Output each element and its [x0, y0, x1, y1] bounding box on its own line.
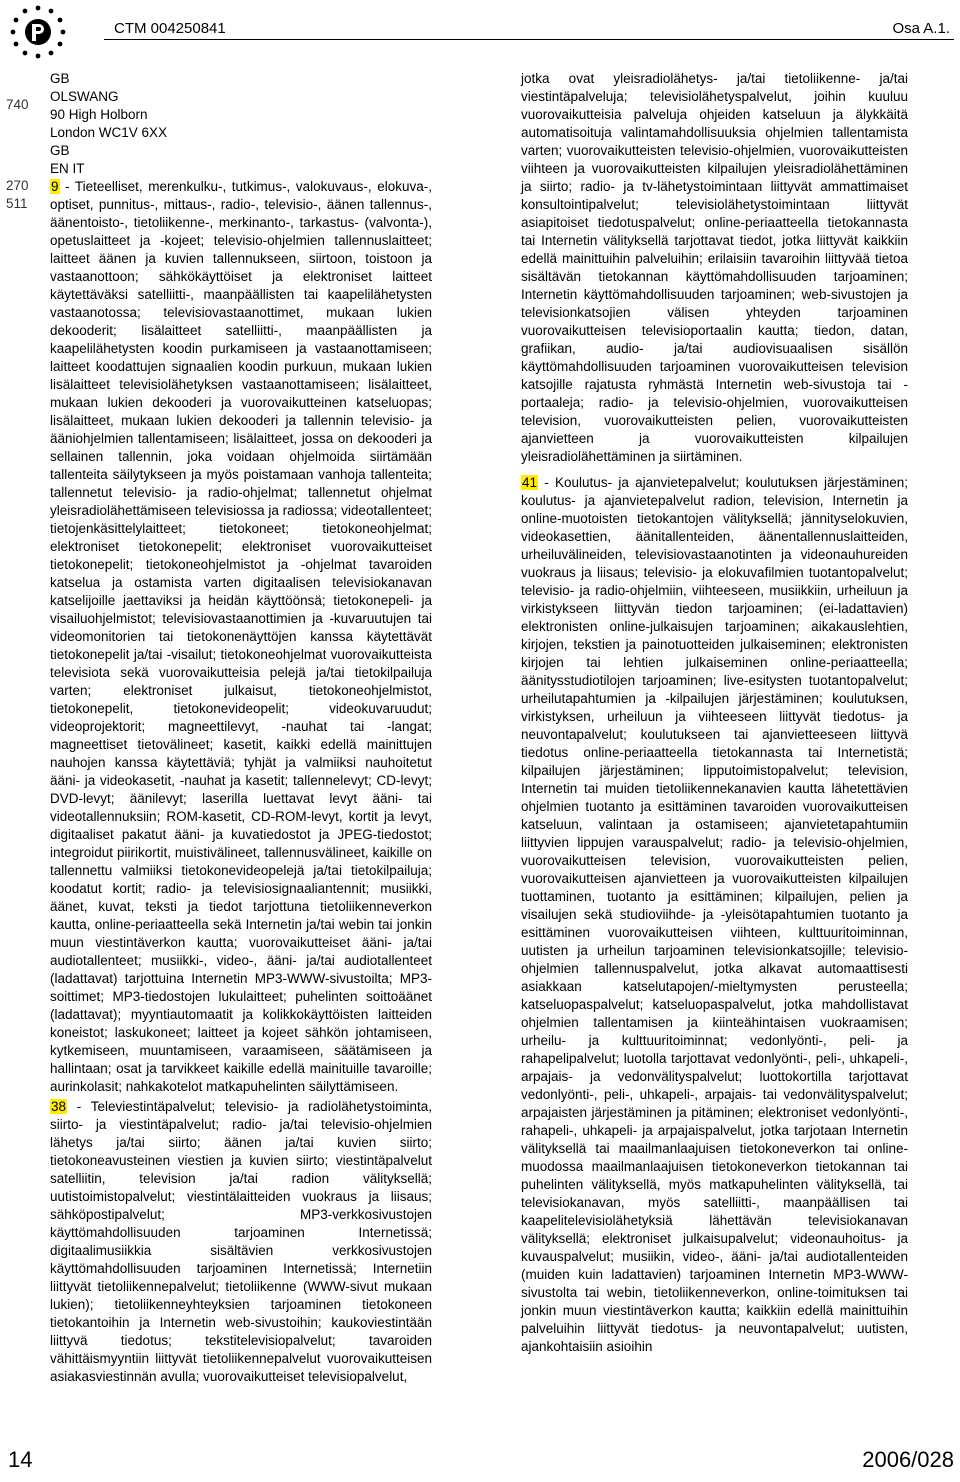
applicant-name: OLSWANG: [50, 89, 119, 104]
eu-oami-logo: [6, 2, 70, 62]
document-number: CTM 004250841: [114, 20, 226, 37]
issue-number: 2006/028: [862, 1447, 954, 1472]
class-38-paragraph: [50, 1098, 432, 1386]
class-38-text: - Televiestintäpalvelut; televisio- ja radiolähetystoiminta, siirto- ja viestintäpalvelut; radio- ja/tai televisio-ohjelmien lähetys ja/tai siirto; äänen ja/tai kuvien siirto; tietokoneavusteinen viestien ja kuvien siirto; viestintäpalvelut satelliitin, television ja/tai radion välityksellä; uutistoimistopalvelut; viestintälaitteiden vuokraus ja liisaus; sähköpostipalvelut; MP3-verkkosivustojen käyttömahdollisuuden tarjoaminen Internetissä; digitaalimusiikkia sisältävien verkkosivustojen käyttömahdollisuuden tarjoaminen Internetissä; Internetiin liittyvät tietoliikennepalvelut; tietoliikenne (WWW-sivut mukaan lukien); tietoliikenneyhteyksien tarjoaminen tietokoneen tietokantoihin ja Internetin web-sivustoihin; kaukoviestintään liittyvä tiedotus; tekstitelevisiopalvelut; tavaroiden vähittäismyyntiin liittyvät tietoliikennepalvelut vuorovaikutteisen asiakasviestinnän avulla; vuorovaikutteiset televisiopalvelut,: [50, 1099, 432, 1384]
right-column: [521, 70, 908, 1356]
applicant-country-1: GB: [50, 71, 70, 86]
page-number: 14: [8, 1447, 33, 1472]
languages: EN IT: [50, 161, 85, 176]
applicant-city: London WC1V 6XX: [50, 125, 168, 140]
applicant-street: 90 High Holborn: [50, 107, 148, 122]
margin-code-270: 270: [6, 178, 29, 193]
class-38-continuation: jotka ovat yleisradiolähetys- ja/tai tietoliikenne- ja/tai viestintäpalveluja; televisiolähetyspalvelut, joihin kuuluu vuorovaikutteisia palveluja ohjeiden katseluun ja älykkäitä automatisoituja valintamahdollisuuksia ohjelmien tallentamista varten; vuorovaikutteisten televisio-ohjelmien, vuorovaikutteisten viihteen ja vuorovaikutteisten kilpailujen yleisradiolähettäminen ja siirto; radio- ja tv-lähetystoimintaan liittyvät ammattimaiset konsultointipalvelut; televisiolähetystoimintaan liittyvät asiapitoiset tiedotuspalvelut; online-periaatteella tietokannasta tai Internetin välityksellä tarjottavat tiedot, jotka liittyvät kaikkiin edellä mainittuihin palveluihin; erilaisiin tavaroihin liittyvää tietoa sisältävän tietokannan käyttömahdollisuuden tarjoaminen; Internetin käyttömahdollisuuden tarjoaminen; web-sivustojen ja televisionkatsojien välisen yhteyden tarjoaminen vuorovaikutteisen televisioportaalin kautta; tiedon, datan, grafiikan, audio- ja/tai audiovisuaalisen sisällön käyttömahdollisuuden tarjoaminen vuorovaikutteisen television katsojille rajatusta ryhmästä Internetin web-sivustoja tai -portaaleja; radio- ja televisio-ohjelmien, vuorovaikutteisen television, vuorovaikutteisten pelien, vuorovaikutteisten ajanvietteen ja vuorovaikutteisten kilpailujen yleisradiolähettäminen ja siirtäminen.: [521, 71, 908, 464]
header-rule: [104, 39, 954, 40]
class-9-text: - Tieteelliset, merenkulku-, tutkimus-, valokuvaus-, elokuva-, optiset, punnitus-, mittaus-, radio-, televisio-, äänen tallennus-, äänentoisto-, tietoliikenne-, merkinanto-, tarkastus- (valvonta-), opetuslaitteet ja -kojeet; televisio-ohjelmien tallennuslaitteet; laitteet äänen ja kuvien tallennukseen, siirtoon, toistoon ja vastaanottoon; sähkökäyttöiset ja elektroniset laitteet käytettäväksi satelliitti-, maanpäällisten tai kaapelilähetysten vastaanotossa; televisiovastaanottimet, mukaan lukien dekooderit; lisälaitteet satelliitti-, maanpäällisten ja kaapelilähetysten koodin purkamiseen ja vastaanottamiseen; laitteet koodattujen signaalien koodin purkuun, mukaan lukien lisälaitteet televisiolähetyksen vastaanottamiseen; lisälaitteet, mukaan lukien dekooderi ja vuorovaikutteinen katseluopas; lisälaitteet, mukaan lukien dekooderi ja tallennin televisio- ja ääniohjelmien tallentamiseen; lisälaitteet, jossa on dekooderi ja sellainen tallennin, joka voidaan ohjelmoida siirtämään tallenteita säilytykseen ja myös poistamaan vanhoja tallenteita; tallennetut televisio- ja radio-ohjelmat; tallennetut ohjelmat yleisradiolähettämiseen televisiossa ja radiossa; videotallenteet; tietojenkäsittelylaitteet; tietokoneet; tietokoneohjelmat; elektroniset tietokonepelit; elektroniset vuorovaikutteiset tietokonepelit; tietokoneohjelmistot ja -ohjelmat tavaroiden katselua ja ostamista varten digitaalisen televisiokanavan katselijoille jaettaviksi ja heidän käyttöönsä; tietokonepeli- ja visailuohjelmistot; televisiovastaanottimien ja -kuvaruutujen tai videomonitorien tai tietokonenäyttöjen kanssa käytettävät tietokonepelit ja/tai -visailut; tietokoneohjelmat vuorovaikutteista televisiota sekä vuorovaikutteisia pelejä ja/tai tietokilpailuja varten; elektroniset julkaisut, tietokoneohjelmistot, tietokonepelit, tietokonevideopelit; videokuvaruudut; videoprojektorit; magneettilevyt, -nauhat tai -langat; magneettiset tietovälineet; kasetit, kaikki edellä mainittujen nauhojen kanssa käytettäviä; tyhjät ja valmiiksi nauhoitetut ääni- ja videokasetit, -nauhat ja kasetit; tallennelevyt; CD-levyt; DVD-levyt; äänilevyt; laserilla luettavat levyt ääni- tai videotallennuksiin; ROM-kasetit, CD-ROM-levyt, kortit ja levyt, digitaaliset pakatut ääni- ja kuvatiedostot ja JPEG-tiedostot; integroidut piirikortit, muistivälineet, tallennusvälineet, kaikille on tallennettu valmiiksi tietokonevideopelejä ja/tai tietokilpailuja; koodatut kortit; radio- ja televisiosignaaliantennit; musiikki, äänet, kuvat, teksti ja tiedot tarjottuna tietoliikenneverkon kautta, online-periaatteella sekä Internetin ja/tai webin tai jonkin muun viestintäverkon kautta; vuorovaikutteiset ääni- ja/tai audiotallenteet; musiikki-, video-, ääni- ja/tai audiotallenteet (ladattavat) tarjottuina Internetin MP3-WWW-sivustoilta; MP3-soittimet; MP3-tiedostojen lukulaitteet; puhelinten soittoäänet (ladattavat); myyntiautomaatit ja kolikkokäyttöisten laitteiden koneistot; laskukoneet; laitteet ja kojeet sähkön johtamiseen, kytkemiseen, muuntamiseen, varaamiseen, säätämiseen ja hallintaan; osat ja tarvikkeet kaikille edellä mainituille tavaroille; aurinkolasit; nahkakotelot matkapuhelinten säilyttämiseen.: [50, 179, 432, 1094]
applicant-country-2: GB: [50, 143, 70, 158]
class-9-paragraph: [50, 178, 432, 1096]
margin-code-740: 740: [6, 97, 29, 112]
class-number-41: 41: [522, 475, 538, 490]
class-41-paragraph: [521, 474, 908, 1356]
margin-code-511: 511: [6, 196, 28, 211]
class-number-38: 38: [51, 1099, 67, 1114]
class-number-9: 9: [51, 179, 59, 194]
section-label: Osa A.1.: [892, 20, 950, 37]
class-41-text: - Koulutus- ja ajanvietepalvelut; koulutuksen järjestäminen; koulutus- ja ajanvietepalvelut radion, television, Internetin ja online-muotoisten tietokantojen välityksellä; jännityselokuvien, videokasettien, äänitallenteiden, äänentallennuslaitteiden, urheiluvälineiden, televisiovastaanotinten ja videonauhureiden vuokraus ja liisaus; televisio- ja elokuvafilmien tuotantopalvelut; televisio- ja radio-ohjelmiin, viihteeseen, musiikkiin, urheiluun ja virkistykseen liittyvän tiedon tarjoaminen; (ei-ladattavien) elektronisten online-julkaisujen tarjoaminen; aikakauslehtien, kirjojen, tekstien ja painotuotteiden julkaiseminen; elektronisten kirjojen tai lehtien julkaiseminen online-periaatteella; äänitysstudiotilojen tarjoaminen; live-esitysten tuotantopalvelut; urheilutapahtumien ja -kilpailujen järjestäminen; koulutuksen, virkistyksen, urheiluun ja viihteeseen liittyvät tiedotus- ja neuvontapalvelut; koulutukseen tai ajanvietteeseen liittyvä tiedotus online-periaatteella tietokannasta tai Internetistä; kilpailujen järjestäminen; lipputoimistopalvelut; television, Internetin tai muiden tietoliikennekanavien kautta lähetettävien ohjelmien tuotanto ja esittäminen tavaroiden vuorovaikutteisen katseluun, valintaan ja ostamiseen; ajanvietetapahtumiin liittyvien lippujen varauspalvelut; radio- ja televisio-ohjelmien, vuorovaikutteisen television, vuorovaikutteisten pelien, vuorovaikutteisen ajanvietteen ja vuorovaikutteisten kilpailujen tuottaminen, tuotanto ja esittäminen; kilpailujen, pelien ja visailujen sekä studioviihde- ja -yleisötapahtumien tuotanto ja esittäminen vuorovaikutteisen viihteen, kulttuuritoiminnan, uutisten ja urheilun tarjoaminen televisionkatsojille; televisio-ohjelmien tallennuspalvelut, jotka alkavat automaattisesti asiakkaan katselutapojen/-mieltymysten perusteella; katseluopaspalvelut; katseluopaspalvelut, jotka mahdollistavat ohjelmien tallentamisen ja kiinteähintaisen vuokraamisen; urheilu- ja kulttuuritoiminnat; vedonlyönti-, peli- ja rahapelipalvelut; luotolla tarjottavat vedonlyönti-, peli-, uhkapeli-, arpajais- ja vedonvälityspalvelut; luottokortilla tarjottavat vedonlyönti-, peli-, uhkapeli-, arpajais- tai vedonvälityspalvelut; arpajaisten järjestäminen ja pitäminen; elektroniset vedonlyönti-, rahapeli-, uhkapeli- ja arpajaispalvelut, jotka tarjotaan Internetin välityksellä tai maailmanlaajuisen tietokoneverkon tai online-muodossa maailmanlaajuisen tietokoneverkon tietokannan tai puhelinten välityksellä, myös matkapuhelinten välityksellä, tai televisiokanavan, myös satelliitti-, maanpäällisen tai kaapelitelevisiolähetyksiä lähettävän televisiokanavan välityksellä; elektroniset julkaisupalvelut; videonauhoitus- ja kuvauspalvelut; musiikin, video-, ääni- ja/tai audiotallenteiden (muiden kuin ladattavien) tarjoaminen Internetin MP3-WWW-sivustolta tai webin, tietoliikenneverkon, online-toimituksen tai jonkin muun viestintäverkon kautta; kaikkiin edellä mainittuihin palveluihin liittyvät tiedotus- ja neuvontapalvelut; uutisten, ajankohtaisiin asioihin: [521, 475, 908, 1354]
left-column: [50, 70, 432, 1386]
